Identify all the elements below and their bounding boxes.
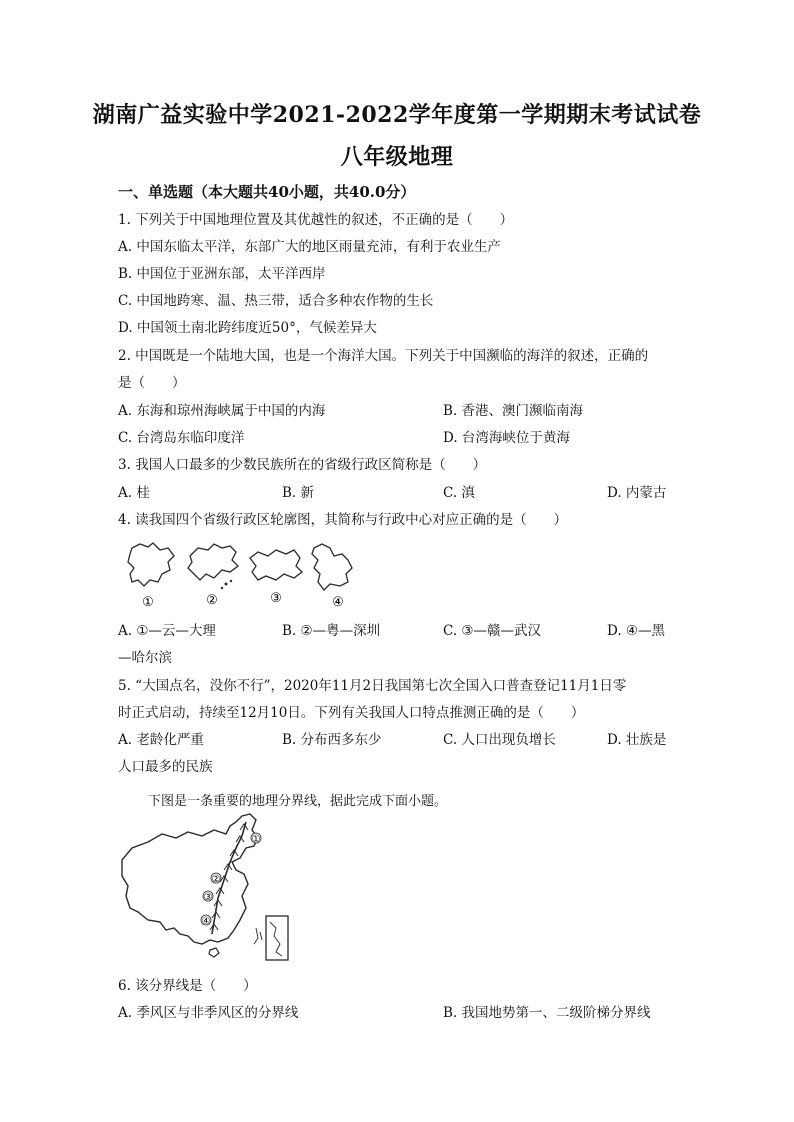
south-china-sea-inset: [266, 916, 288, 960]
q1-option-b: B. 中国位于亚洲东部，太平洋西岸: [118, 266, 326, 282]
q2-option-c: C. 台湾岛东临印度洋: [118, 430, 245, 446]
exam-title: 湖南广益实验中学2021-2022学年度第一学期期末考试试卷: [92, 102, 702, 128]
q1-option-a: A. 中国东临太平洋，东部广大的地区雨量充沛，有利于农业生产: [118, 239, 501, 255]
q2-option-a: A. 东海和琼州海峡属于中国的内海: [118, 403, 326, 419]
q1-option-c: C. 中国地跨寒、温、热三带，适合多种农作物的生长: [118, 293, 434, 309]
q6-option-b: B. 我国地势第一、二级阶梯分界线: [443, 1005, 651, 1021]
q2-stem-line1: 2. 中国既是一个陆地大国，也是一个海洋大国。下列关于中国濒临的海洋的叙述，正确的: [118, 348, 649, 364]
outline-label-1: ①: [142, 595, 154, 610]
hainan-island: [209, 948, 219, 957]
q1-option-d: D. 中国领土南北跨纬度近50°，气候差异大: [118, 320, 377, 336]
q2-stem-line2: 是（ ）: [118, 375, 186, 391]
q4-option-a: A. ①—云—大理: [118, 623, 216, 639]
section-heading: 一、单选题（本大题共40小题，共40.0分）: [118, 183, 416, 201]
q4-option-c: C. ③—赣—武汉: [443, 623, 542, 639]
q4-option-b: B. ②—粤—深圳: [282, 623, 381, 639]
province-outline-3: [250, 550, 302, 580]
map-intro-text: 下图是一条重要的地理分界线，据此完成下面小题。: [148, 794, 448, 809]
q4-option-d-continued: —哈尔滨: [118, 650, 172, 666]
q5-option-b: B. 分布西多东少: [282, 732, 382, 748]
q3-stem: 3. 我国人口最多的少数民族所在的省级行政区简称是（ ）: [118, 457, 487, 473]
q3-option-c: C. 滇: [443, 485, 475, 501]
map-label-3: ③: [203, 892, 213, 903]
q3-option-b: B. 新: [282, 485, 315, 501]
map-label-1: ①: [251, 834, 261, 845]
province-outlines-figure: [118, 538, 368, 612]
province-outline-1: [128, 543, 174, 586]
q6-option-a: A. 季风区与非季风区的分界线: [118, 1005, 299, 1021]
q5-option-c: C. 人口出现负增长: [443, 732, 556, 748]
map-label-2: ②: [211, 874, 221, 885]
q3-option-d: D. 内蒙古: [607, 485, 667, 501]
q6-stem: 6. 该分界线是（ ）: [118, 978, 257, 994]
q5-stem-line2: 时正式启动，持续至12月10日。下列有关我国人口特点推测正确的是（ ）: [118, 705, 585, 721]
outline-label-2: ②: [206, 593, 218, 608]
q4-option-d: D. ④—黑: [607, 623, 666, 639]
q5-stem-line1: 5. “大国点名，没你不行”，2020年11月2日我国第七次全国入口普查登记11月1日零: [118, 678, 627, 694]
outline-label-3: ③: [270, 591, 282, 606]
q3-option-a: A. 桂: [118, 485, 150, 501]
china-outline: [122, 814, 258, 944]
outline-label-4: ④: [332, 595, 344, 610]
province-outline-2: [188, 544, 238, 580]
china-boundary-map: [118, 812, 298, 970]
q2-option-b: B. 香港、澳门濒临南海: [443, 403, 584, 419]
q5-option-d-continued: 人口最多的民族: [118, 759, 213, 775]
exam-subtitle: 八年级地理: [340, 144, 454, 170]
map-label-4: ④: [201, 916, 211, 927]
province-outline-4: [312, 544, 352, 590]
q4-stem: 4. 读我国四个省级行政区轮廓图，其简称与行政中心对应正确的是（ ）: [118, 512, 568, 528]
q5-option-d: D. 壮族是: [607, 732, 667, 748]
q2-option-d: D. 台湾海峡位于黄海: [443, 430, 570, 446]
q5-option-a: A. 老龄化严重: [118, 732, 204, 748]
q1-stem: 1. 下列关于中国地理位置及其优越性的叙述，不正确的是（ ）: [118, 212, 514, 228]
